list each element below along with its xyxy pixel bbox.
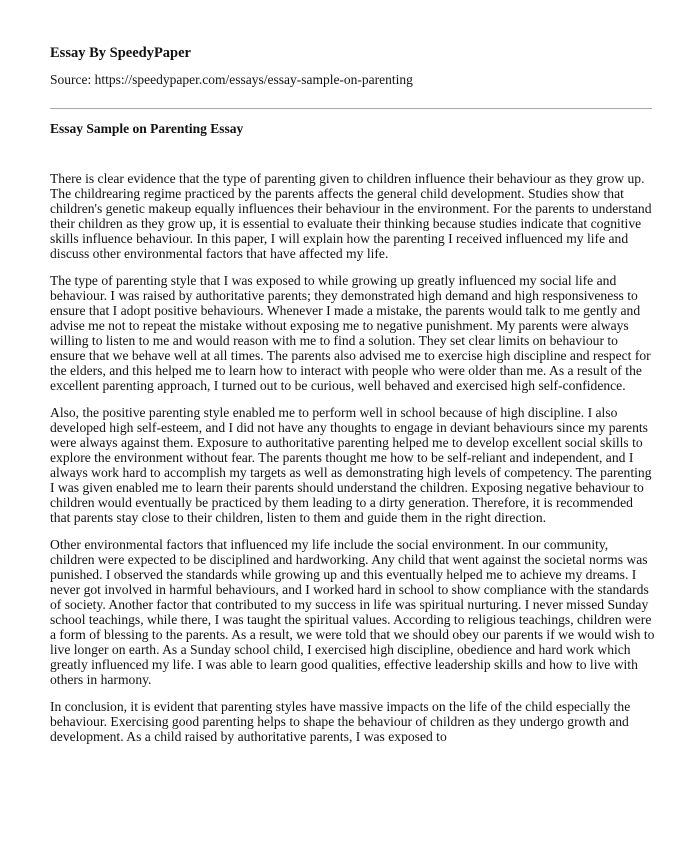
document-header-title: Essay By SpeedyPaper — [50, 45, 191, 61]
essay-paragraph: There is clear evidence that the type of parenting given to children influence their behaviour as they grow up. The childrearing regime practiced by the parents affects the general child development. Studies show that children's genetic makeup equally influences their behaviour in the environment. For the parents to understand their children as they grow up, it is essential to evaluate their thinking because studies indicate that cognitive skills influence behaviour. In this paper, I will explain how the parenting I received influenced my life and discuss other environmental factors that have affected my life. — [50, 171, 652, 261]
essay-paragraph: Other environmental factors that influenced my life include the social environment. In our community, children were expected to be disciplined and hardworking. Any child that went against the societal norms was punished. I observed the standards while growing up and this eventually helped me to achieve my dreams. I never got involved in harmful behaviours, and I worked hard in school to show compliance with the standards of society. Another factor that contributed to my success in life was spiritual nurturing. I never missed Sunday school teachings, while there, I was taught the spiritual values. According to religious teachings, children were a form of blessing to the parents. As a result, we were told that we should obey our parents if we would wish to live longer on earth. As a Sunday school child, I exercised high discipline, obedience and hard work which greatly influenced my life. I was able to learn good qualities, effective leadership skills and how to live with others in harmony. — [50, 537, 655, 687]
essay-paragraph: The type of parenting style that I was exposed to while growing up greatly influenced my social life and behaviour. I was raised by authoritative parents; they demonstrated high demand and high responsiveness to ensure that I adopt positive behaviours. Whenever I made a mistake, the parents would talk to me gently and advise me not to repeat the mistake without exposing me to negative punishment. My parents were always willing to listen to me and would reason with me to find a solution. They set clear limits on behaviour to ensure that we behave well at all times. The parents also advised me to exercise high discipline and respect for the elders, and this helped me to learn how to interact with people who were older than me. As a result of the excellent parenting approach, I turned out to be curious, well behaved and exercised high self-confidence. — [50, 273, 651, 393]
essay-body — [50, 171, 655, 756]
essay-paragraph: In conclusion, it is evident that parenting styles have massive impacts on the life of the child especially the behaviour. Exercising good parenting helps to shape the behaviour of children as they undergo growth and development. As a child raised by authoritative parents, I was exposed to — [50, 699, 631, 744]
source-line: Source: https://speedypaper.com/essays/essay-sample-on-parenting — [50, 72, 413, 87]
essay-title: Essay Sample on Parenting Essay — [50, 121, 244, 136]
essay-paragraph: Also, the positive parenting style enabled me to perform well in school because of high discipline. I also developed high self-esteem, and I did not have any thoughts to engage in deviant behaviours since my parents were always against them. Exposure to authoritative parenting helped me to develop excellent social skills to explore the environment without fear. The parents thought me how to be self-reliant and independent, and I always work hard to accomplish my targets as well as demonstrating high levels of competency. The parenting I was given enabled me to learn their parents should understand the children. Exposing negative behaviour to children would eventually be practiced by them leading to a dirty generation. Therefore, it is recommended that parents stay close to their children, listen to them and guide them in the right direction. — [50, 405, 652, 525]
divider-rule — [50, 108, 652, 109]
